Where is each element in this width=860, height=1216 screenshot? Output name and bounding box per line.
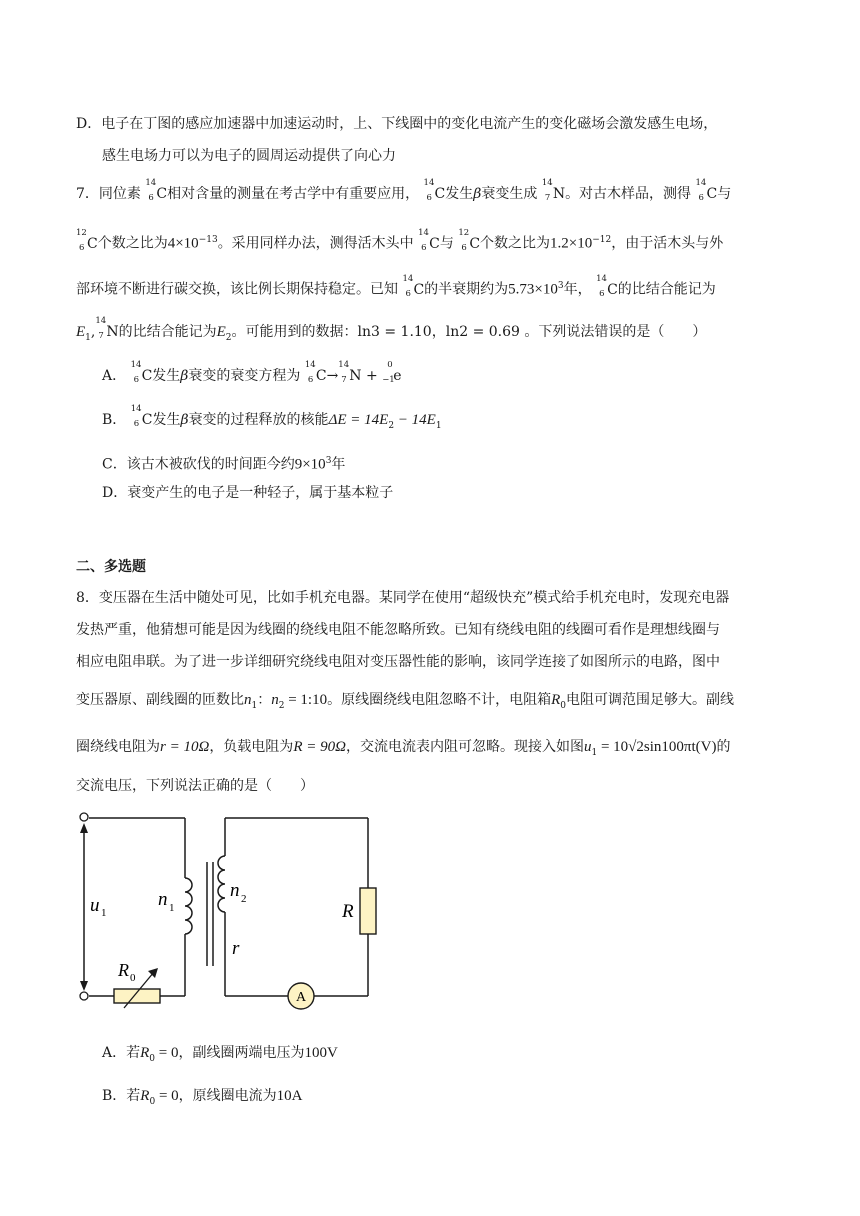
label-n2: n	[230, 880, 240, 901]
ammeter-label: A	[295, 990, 307, 1005]
q8-line1: 8．变压器在生活中随处可见，比如手机充电器。某同学在使用“超级快充”模式给手机充电时，发现充电器	[76, 590, 730, 606]
nuclide-c14: 14 6 C	[145, 178, 168, 203]
svg-text:2: 2	[241, 893, 247, 905]
q8-line5: 圈绕线电阻为r = 10Ω，负载电阻为R = 90Ω，交流电流表内阻可忽略。现接入如图$u_1 = 10√2\sin 100\pi t(V)$的	[76, 739, 731, 758]
input-terminal-top	[80, 813, 88, 821]
label-n1: n	[158, 889, 168, 910]
rheostat-r0	[114, 989, 160, 1003]
label-u1: u	[90, 895, 100, 916]
q8-line6: 交流电压，下列说法正确的是（ ）	[76, 778, 314, 794]
q7-option-a: A． 14 6 C发生β衰变的衰变方程为 14 6 C→ 14 7 N + 0 −1 e	[102, 360, 402, 385]
q7-line4: $E_1$, 14 7 N的比结合能记为$E_2$。可能用到的数据：ln3 = 1.10，ln2 = 0.69 。下列说法错误的是（ ）	[76, 316, 707, 343]
label-R0: R	[118, 960, 129, 980]
q7-option-b: B． 14 6 C发生β衰变的过程释放的核能$\Delta E = 14E_2 - 14E_1$	[102, 404, 442, 431]
q7-line3: 部环境不断进行碳交换，该比例长期保持稳定。已知 14 6 C的半衰期约为$5.73\times 10^3$年， 14 6 C的比结合能记为	[76, 273, 716, 299]
q8-line4: 变压器原、副线圈的匝数比$n_1$：$n_2$ = 1:10。原线圈绕线电阻忽略不计，电阻箱$R_0$电阻可调范围足够大。副线	[76, 692, 735, 711]
load-resistor-r	[360, 888, 376, 934]
q8-line3: 相应电阻串联。为了进一步详细研究绕线电阻对变压器性能的影响，该同学连接了如图所示的电路，图中	[76, 654, 720, 670]
q8-option-b: B．若$R_0 = 0$，原线圈电流为10A	[102, 1088, 303, 1107]
q8-line2: 发热严重，他猜想可能是因为线圈的绕线电阻不能忽略所致。已知有绕线电阻的线圈可看作是理想线圈与	[76, 622, 720, 638]
q8-option-a: A．若$R_0 = 0$，副线圈两端电压为100V	[102, 1045, 338, 1064]
input-terminal-bottom	[80, 992, 88, 1000]
q7-line2: 12 6 C个数之比为$4\times 10^{-13}$。采用同样办法，测得活木头中 14 6 C与 12 6 C个数之比为$1.2\times 10^{-12}$，由于活木头与外	[76, 227, 724, 253]
label-R: R	[342, 901, 354, 922]
q6-option-d-line1: D．电子在丁图的感应加速器中加速运动时，上、下线圈中的变化电流产生的变化磁场会激发感生电场，	[76, 116, 718, 132]
q7-option-c: C．该古木被砍伐的时间距今约$9\times 10^3$年	[102, 456, 346, 473]
q6-option-d-line2: 感生电场力可以为电子的圆周运动提供了向心力	[102, 148, 396, 164]
q7-line1: 7．同位素 14 6 C相对含量的测量在考古学中有重要应用， 14 6 C发生β衰变生成 14 7 N。对古木样品，测得 14 6 C与	[76, 178, 732, 203]
svg-text:1: 1	[169, 902, 175, 914]
transformer-circuit-diagram	[70, 808, 390, 1018]
section-title-multiple-choice: 二、多选题	[76, 559, 146, 575]
label-r: r	[232, 938, 240, 959]
q7-option-d: D．衰变产生的电子是一种轻子，属于基本粒子	[102, 485, 394, 501]
svg-text:0: 0	[130, 972, 136, 984]
svg-text:1: 1	[101, 907, 107, 919]
